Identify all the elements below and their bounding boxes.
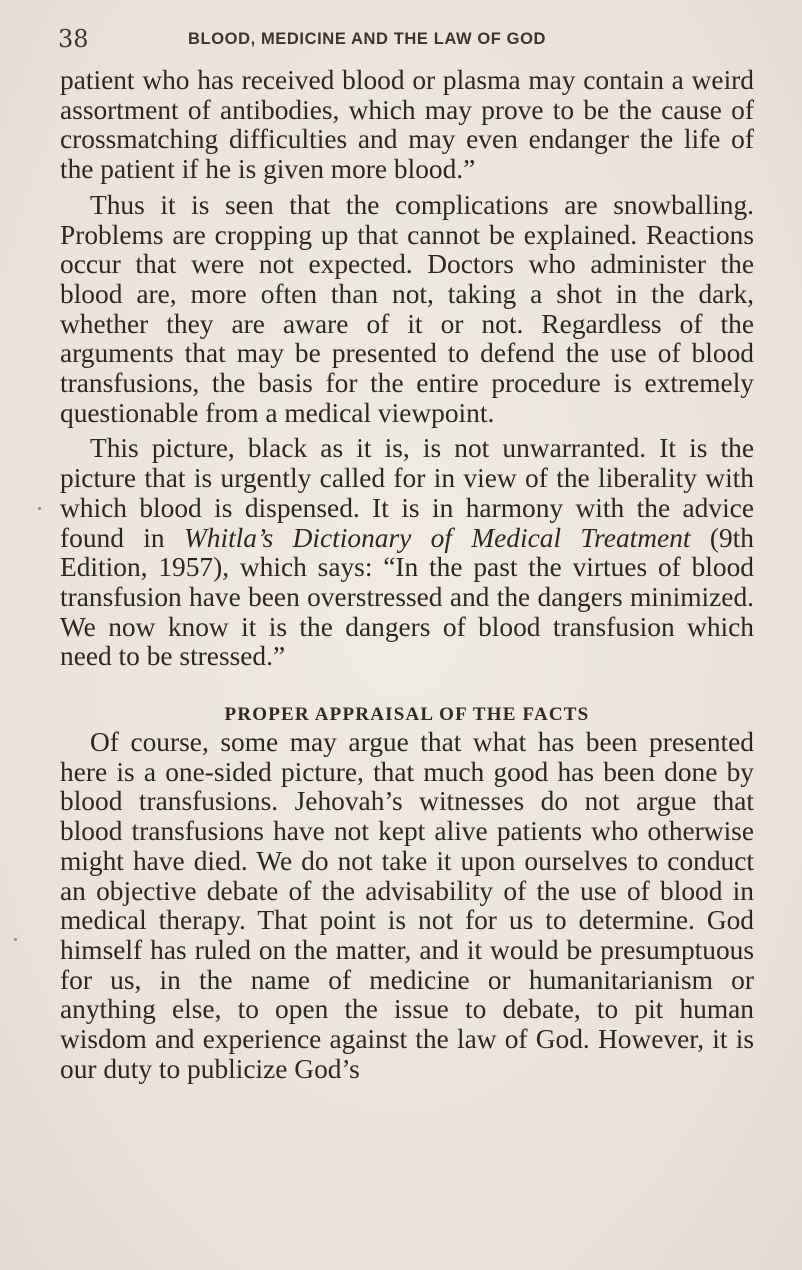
running-title: BLOOD, MEDICINE AND THE LAW OF GOD bbox=[188, 30, 547, 48]
paper-speck bbox=[14, 938, 17, 941]
paper-speck bbox=[38, 507, 41, 510]
page-number: 38 bbox=[58, 25, 89, 53]
running-header bbox=[58, 22, 758, 56]
paragraph-continued: patient who has received blood or plasma may contain a weird assortment of antibodies, which may prove to be the cause of crossmatching difficulties and may even endanger the life of the patient if he is given more blood.” bbox=[60, 65, 754, 185]
section-heading: PROPER APPRAISAL OF THE FACTS bbox=[224, 704, 590, 726]
paragraph-text-before: This picture, black as it is, is not unwarranted. It is the picture that is urgently called for in view of the liberality with which blood is dispensed. It is in harmony with the advice found in bbox=[60, 433, 754, 553]
paragraph-text-after: (9th Edition, 1957), which says: “In the past the virtues of blood transfusion have been overstressed and the dangers minimized. We now know it is the dangers of blood transfusion which need to be stressed.” bbox=[60, 522, 754, 672]
book-title-italic: Whitla’s Dictionary of Medical Treatment bbox=[183, 522, 691, 553]
paragraph-appraisal: Of course, some may argue that what has been presented here is a one-sided picture, that much good has been done by blood transfusions. Jehovah’s witnesses do not argue that blood transfusions have not kept alive patients who otherwise might have died. We do not take it upon ourselves to conduct an objective debate of the advisability of the use of blood in medical therapy. That point is not for us to determine. God himself has ruled on the matter, and it would be presumptuous for us, in the name of medicine or humanitarianism or anything else, to open the issue to debate, to pit human wisdom and experience against the law of God. However, it is our duty to publicize God’s bbox=[60, 727, 754, 1084]
paragraph-whitla-quote bbox=[60, 434, 754, 672]
page-body bbox=[60, 66, 754, 1085]
paragraph-complications: Thus it is seen that the complications are snowballing. Problems are cropping up that cannot be explained. Reactions occur that were not expected. Doctors who administer the blood are, more often than not, taking a shot in the dark, whether they are aware of it or not. Regardless of the arguments that may be presented to defend the use of blood transfusions, the basis for the entire procedure is extremely questionable from a medical viewpoint. bbox=[60, 189, 754, 428]
